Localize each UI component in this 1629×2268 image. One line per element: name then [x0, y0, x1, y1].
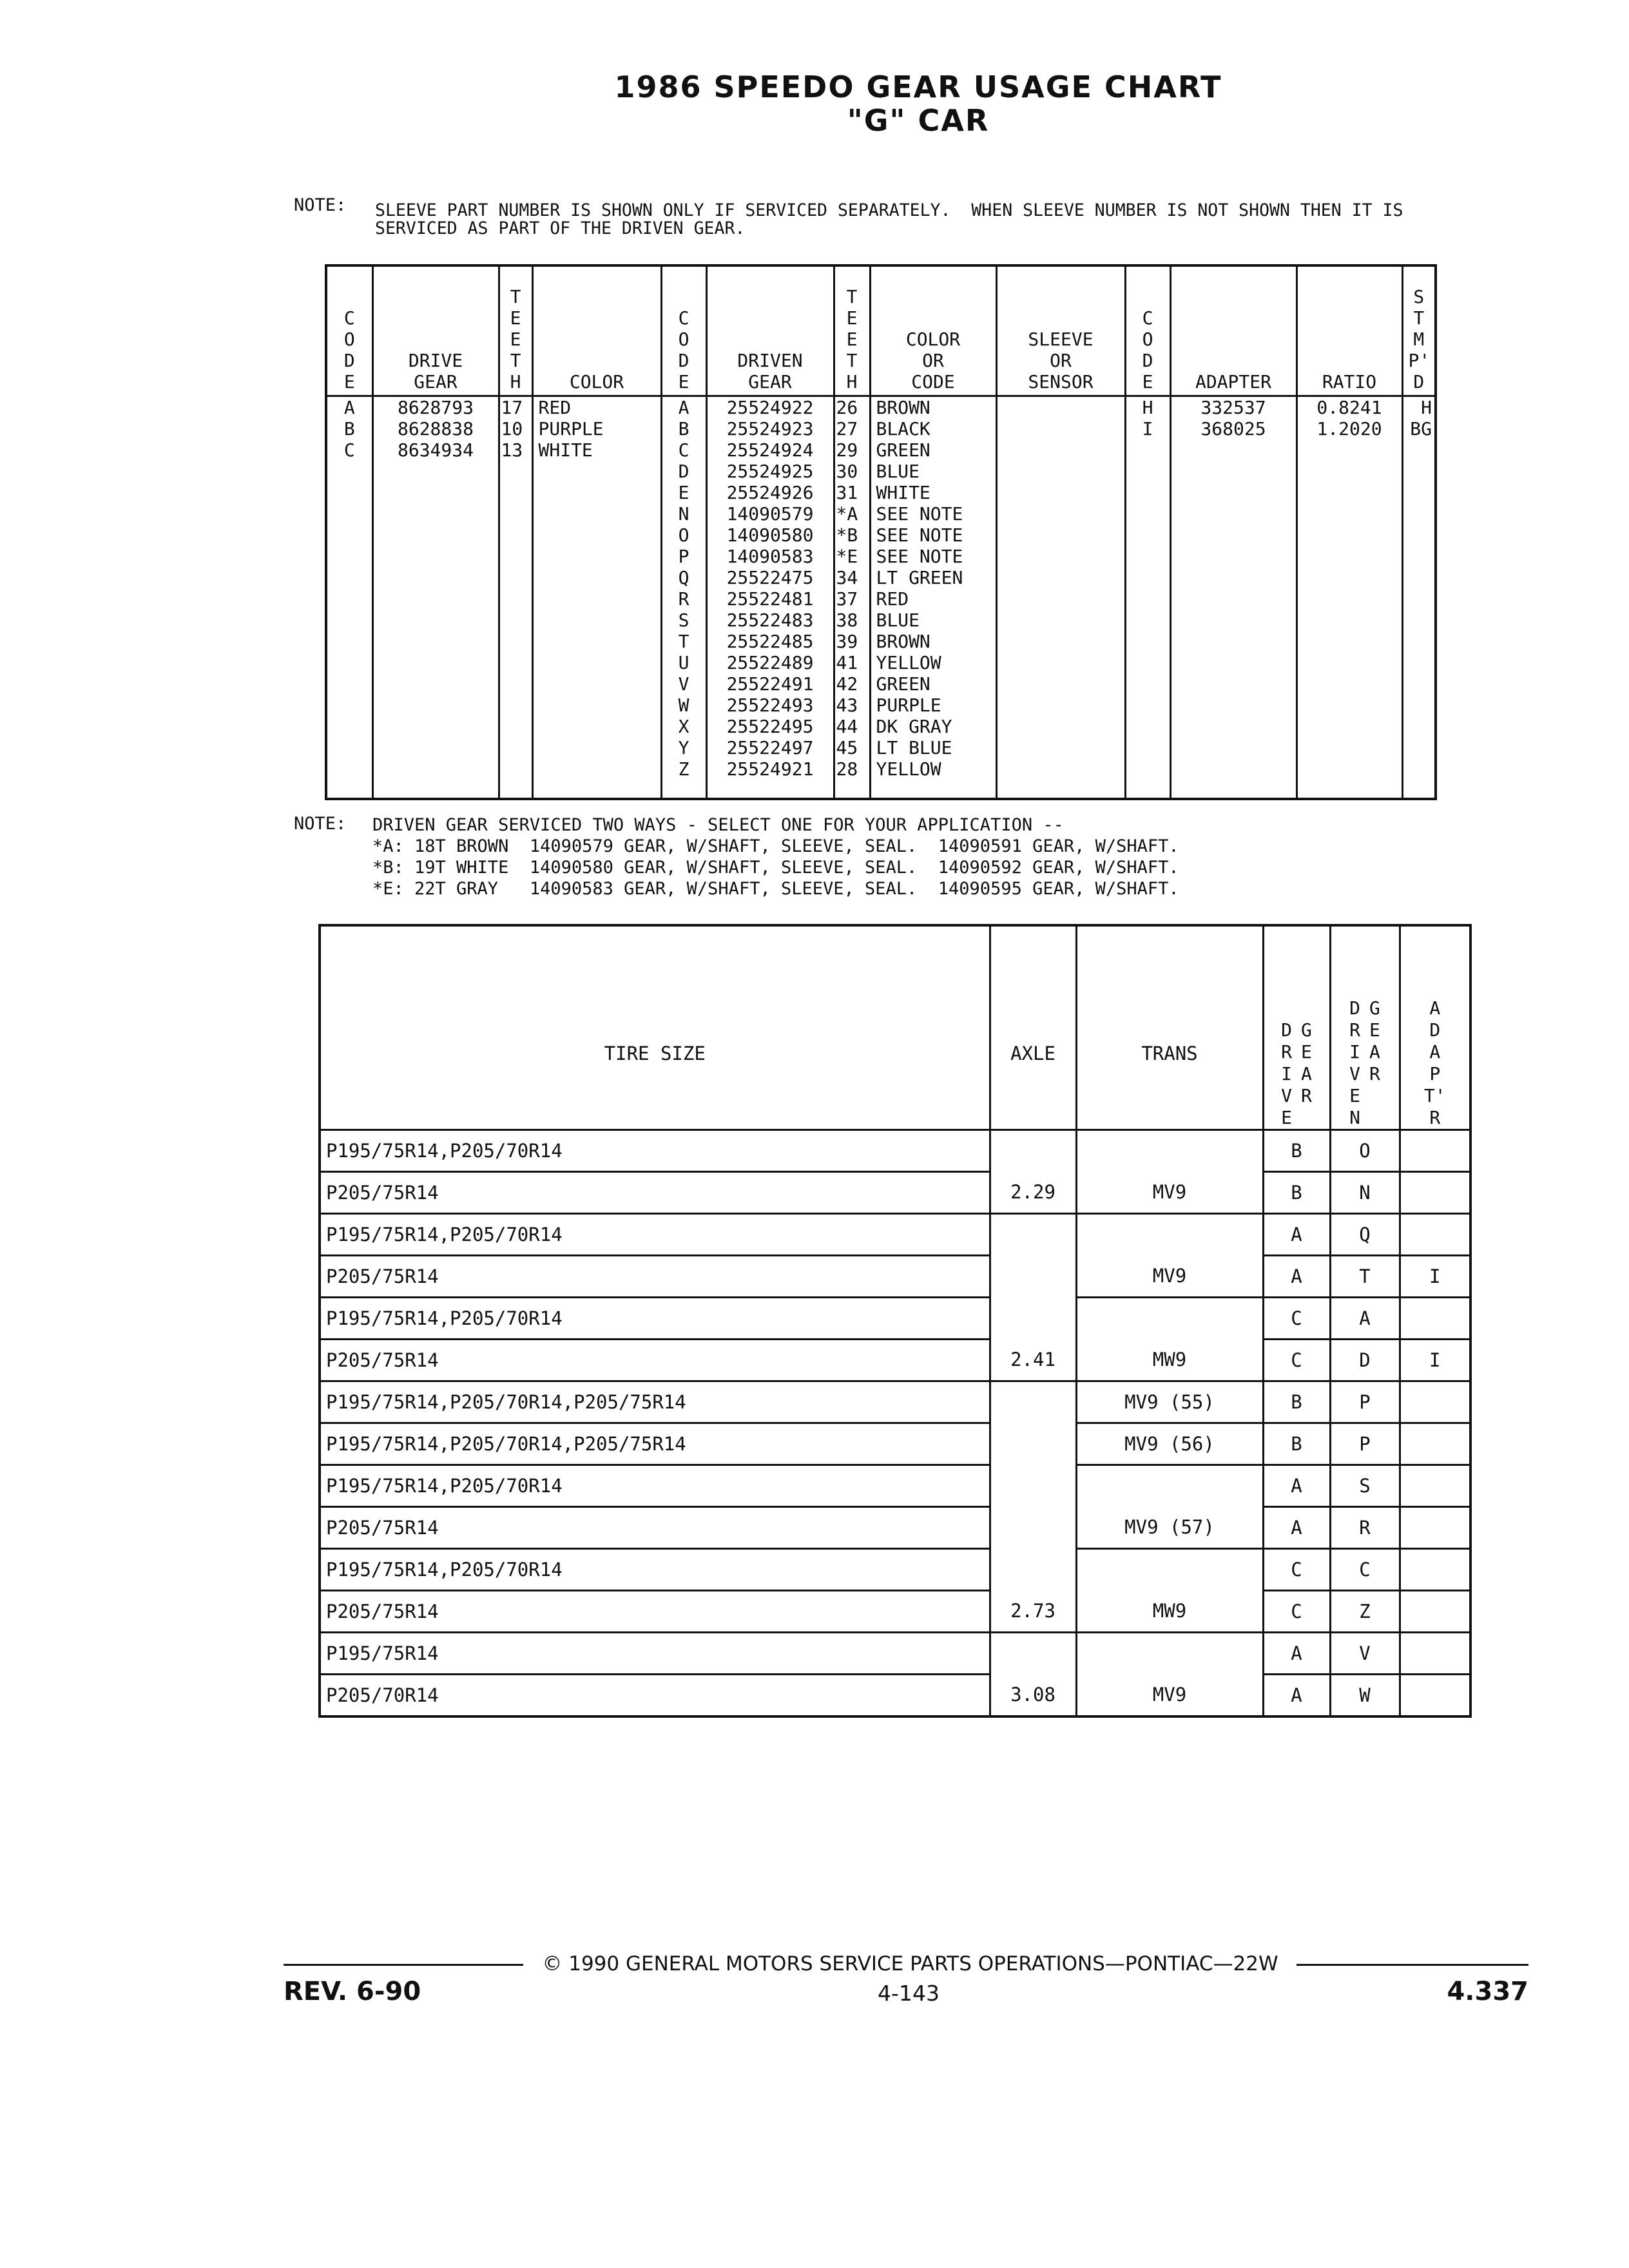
- header-driven-gear-label: G E A R: [1369, 997, 1380, 1084]
- table-row: [320, 1423, 1470, 1465]
- trans-cell: MV9 (55): [1076, 1381, 1263, 1423]
- footer-page-center: 4-143: [878, 1981, 940, 2006]
- trans-cell: [1076, 1465, 1263, 1507]
- header-adapter: ADAPTER: [1170, 265, 1296, 396]
- header-drive-gear: DRIVE GEAR: [372, 265, 499, 396]
- axle-cell: 3.08: [990, 1675, 1076, 1717]
- table-row: [320, 1465, 1470, 1507]
- table-row: [320, 1549, 1470, 1591]
- page-title-line2: "G" CAR: [847, 103, 990, 138]
- table-row: [320, 1298, 1470, 1340]
- footer-copyright: © 1990 GENERAL MOTORS SERVICE PARTS OPERATIONS—PONTIAC—22W: [542, 1952, 1278, 1975]
- axle-cell: [990, 1381, 1076, 1423]
- page-title-line1: 1986 SPEEDO GEAR USAGE CHART: [614, 70, 1222, 104]
- adapter-cell: [1400, 1549, 1470, 1591]
- note-text-line2: SERVICED AS PART OF THE DRIVEN GEAR.: [375, 218, 746, 238]
- drive-gear-cell: A: [1263, 1507, 1330, 1549]
- axle-cell: [990, 1130, 1076, 1172]
- table-row: [320, 1340, 1470, 1381]
- adapters: 332537 368025: [1170, 396, 1296, 800]
- tire-size-cell: P205/75R14: [320, 1591, 990, 1633]
- driven-gear-cell: N: [1330, 1172, 1400, 1214]
- tire-usage-table: [318, 924, 1472, 1718]
- speedo-gear-table: [325, 264, 1437, 800]
- table-row: [320, 1675, 1470, 1717]
- note-label: NOTE:: [294, 195, 347, 215]
- adapter-cell: [1400, 1214, 1470, 1256]
- driven-gear-cell: D: [1330, 1340, 1400, 1381]
- header-code-driven: C O D E: [661, 265, 706, 396]
- driven-gears: 25524922 25524923 25524924 25524925 25524926 14090579 14090580 14090583 25522475 25522481 25522483 25522485 25522489 25522491 25522493 25522495 25522497 25524921: [706, 396, 834, 800]
- drive-gear-cell: A: [1263, 1633, 1330, 1675]
- tire-size-cell: P195/75R14,P205/70R14: [320, 1465, 990, 1507]
- axle-cell: [990, 1423, 1076, 1465]
- table-row: [320, 1633, 1470, 1675]
- ratios: 0.8241 1.2020: [1296, 396, 1402, 800]
- driven-codes: A B C D E N O P Q R S T U V W X Y Z: [661, 396, 706, 800]
- header-teeth: T E E T H: [499, 265, 532, 396]
- axle-cell: [990, 1507, 1076, 1549]
- tire-size-cell: P205/70R14: [320, 1675, 990, 1717]
- table-row: [320, 1172, 1470, 1214]
- tire-size-cell: P195/75R14,P205/70R14: [320, 1298, 990, 1340]
- driven-gear-cell: R: [1330, 1507, 1400, 1549]
- header-adaptr-label: A D A P T' R: [1423, 997, 1446, 1128]
- driven-teeth: 26 27 29 30 31 *A *B *E 34 37 38 39 41 42 43 44 45 28: [834, 396, 870, 800]
- adapter-cell: [1400, 1130, 1470, 1172]
- header-code-adapter: C O D E: [1125, 265, 1170, 396]
- header-ratio: RATIO: [1296, 265, 1402, 396]
- adapter-cell: [1400, 1675, 1470, 1717]
- axle-cell: [990, 1633, 1076, 1675]
- drive-gear-cell: B: [1263, 1423, 1330, 1465]
- drive-gear-cell: C: [1263, 1549, 1330, 1591]
- driven-colors: BROWN BLACK GREEN BLUE WHITE SEE NOTE SEE NOTE SEE NOTE LT GREEN RED BLUE BROWN YELLOW GREEN PURPLE DK GRAY LT BLUE YELLOW: [870, 396, 996, 800]
- note2-line1: DRIVEN GEAR SERVICED TWO WAYS - SELECT ONE FOR YOUR APPLICATION --: [372, 815, 1064, 835]
- drive-colors: RED PURPLE WHITE: [532, 396, 661, 800]
- trans-cell: MV9: [1076, 1675, 1263, 1717]
- driven-gear-cell: V: [1330, 1633, 1400, 1675]
- stmpd-values: H BG: [1402, 396, 1436, 800]
- trans-cell: MW9: [1076, 1591, 1263, 1633]
- note2-line4: *E: 22T GRAY 14090583 GEAR, W/SHAFT, SLEEVE, SEAL. 14090595 GEAR, W/SHAFT.: [372, 879, 1179, 899]
- axle-cell: 2.73: [990, 1591, 1076, 1633]
- drive-gear-cell: C: [1263, 1591, 1330, 1633]
- header-tire-size: TIRE SIZE: [320, 925, 990, 1130]
- drive-gear-cell: A: [1263, 1465, 1330, 1507]
- drive-codes: A B C: [326, 396, 372, 800]
- axle-cell: [990, 1214, 1076, 1256]
- tire-size-cell: P205/75R14: [320, 1172, 990, 1214]
- header-stmpd: S T M P' D: [1402, 265, 1436, 396]
- tire-size-cell: P195/75R14: [320, 1633, 990, 1675]
- tire-size-cell: P195/75R14,P205/70R14: [320, 1130, 990, 1172]
- header-driven-gear: DRIVEN GEAR: [706, 265, 834, 396]
- driven-gear-cell: A: [1330, 1298, 1400, 1340]
- tire-size-cell: P205/75R14: [320, 1340, 990, 1381]
- drive-gear-cell: A: [1263, 1256, 1330, 1298]
- adapter-cell: I: [1400, 1256, 1470, 1298]
- trans-cell: MW9: [1076, 1340, 1263, 1381]
- header-color: COLOR: [532, 265, 661, 396]
- driven-gear-cell: W: [1330, 1675, 1400, 1717]
- tire-size-cell: P195/75R14,P205/70R14: [320, 1549, 990, 1591]
- note2-label: NOTE:: [294, 814, 347, 834]
- adapter-cell: [1400, 1381, 1470, 1423]
- driven-gear-cell: P: [1330, 1381, 1400, 1423]
- footer-page-number: 4.337: [1447, 1977, 1528, 2006]
- adapter-codes: H I: [1125, 396, 1170, 800]
- table-row: [320, 1130, 1470, 1172]
- header-sleeve: SLEEVE OR SENSOR: [996, 265, 1125, 396]
- axle-cell: 2.29: [990, 1172, 1076, 1214]
- axle-cell: [990, 1549, 1076, 1591]
- adapter-cell: [1400, 1591, 1470, 1633]
- trans-cell: MV9: [1076, 1256, 1263, 1298]
- drive-gears: 8628793 8628838 8634934: [372, 396, 499, 800]
- tire-size-cell: P205/75R14: [320, 1256, 990, 1298]
- header-code: C O D E: [326, 265, 372, 396]
- adapter-cell: [1400, 1423, 1470, 1465]
- note2-line3: *B: 19T WHITE 14090580 GEAR, W/SHAFT, SLEEVE, SEAL. 14090592 GEAR, W/SHAFT.: [372, 858, 1179, 878]
- drive-gear-cell: A: [1263, 1675, 1330, 1717]
- drive-gear-cell: C: [1263, 1340, 1330, 1381]
- footer-rule-left: [284, 1964, 523, 1966]
- drive-teeth: 17 10 13: [499, 396, 532, 800]
- sleeve-values: [996, 396, 1125, 800]
- trans-cell: [1076, 1549, 1263, 1591]
- header-driven-label: D R I V E N: [1349, 997, 1360, 1128]
- header-drive-gear-cell: [1263, 925, 1330, 1130]
- trans-cell: MV9 (56): [1076, 1423, 1263, 1465]
- adapter-cell: [1400, 1507, 1470, 1549]
- drive-gear-cell: A: [1263, 1214, 1330, 1256]
- table-row: [320, 1591, 1470, 1633]
- adapter-cell: [1400, 1172, 1470, 1214]
- axle-cell: [990, 1256, 1076, 1298]
- tire-size-cell: P195/75R14,P205/70R14,P205/75R14: [320, 1423, 990, 1465]
- header-driven-gear-cell: [1330, 925, 1400, 1130]
- driven-gear-cell: C: [1330, 1549, 1400, 1591]
- header-axle: AXLE: [990, 925, 1076, 1130]
- adapter-cell: [1400, 1298, 1470, 1340]
- drive-gear-cell: C: [1263, 1298, 1330, 1340]
- table-row: [320, 1381, 1470, 1423]
- tire-size-cell: P205/75R14: [320, 1507, 990, 1549]
- driven-gear-cell: T: [1330, 1256, 1400, 1298]
- footer-rule-right: [1296, 1964, 1528, 1966]
- footer-revision: REV. 6-90: [284, 1977, 421, 2006]
- header-teeth-driven: T E E T H: [834, 265, 870, 396]
- driven-gear-cell: S: [1330, 1465, 1400, 1507]
- tire-size-cell: P195/75R14,P205/70R14,P205/75R14: [320, 1381, 990, 1423]
- note-text-line1: SLEEVE PART NUMBER IS SHOWN ONLY IF SERVICED SEPARATELY. WHEN SLEEVE NUMBER IS NOT SHOWN THEN IT IS: [375, 200, 1403, 220]
- table-row: [320, 1256, 1470, 1298]
- driven-gear-cell: P: [1330, 1423, 1400, 1465]
- header-trans: TRANS: [1076, 925, 1263, 1130]
- driven-gear-cell: Z: [1330, 1591, 1400, 1633]
- header-drive-label: D R I V E: [1281, 1019, 1292, 1128]
- adapter-cell: [1400, 1633, 1470, 1675]
- trans-cell: [1076, 1214, 1263, 1256]
- trans-cell: MV9 (57): [1076, 1507, 1263, 1549]
- adapter-cell: I: [1400, 1340, 1470, 1381]
- driven-gear-cell: Q: [1330, 1214, 1400, 1256]
- note2-line2: *A: 18T BROWN 14090579 GEAR, W/SHAFT, SLEEVE, SEAL. 14090591 GEAR, W/SHAFT.: [372, 836, 1179, 856]
- trans-cell: [1076, 1633, 1263, 1675]
- axle-cell: 2.41: [990, 1340, 1076, 1381]
- header-adapter-cell: [1400, 925, 1470, 1130]
- table-row: [320, 1507, 1470, 1549]
- trans-cell: [1076, 1130, 1263, 1172]
- drive-gear-cell: B: [1263, 1381, 1330, 1423]
- axle-cell: [990, 1298, 1076, 1340]
- adapter-cell: [1400, 1465, 1470, 1507]
- trans-cell: [1076, 1298, 1263, 1340]
- tire-size-cell: P195/75R14,P205/70R14: [320, 1214, 990, 1256]
- header-drive-gear-label: G E A R: [1301, 1019, 1312, 1106]
- table-row: [320, 1214, 1470, 1256]
- drive-gear-cell: B: [1263, 1172, 1330, 1214]
- axle-cell: [990, 1465, 1076, 1507]
- driven-gear-cell: O: [1330, 1130, 1400, 1172]
- trans-cell: MV9: [1076, 1172, 1263, 1214]
- header-color-or-code: COLOR OR CODE: [870, 265, 996, 396]
- drive-gear-cell: B: [1263, 1130, 1330, 1172]
